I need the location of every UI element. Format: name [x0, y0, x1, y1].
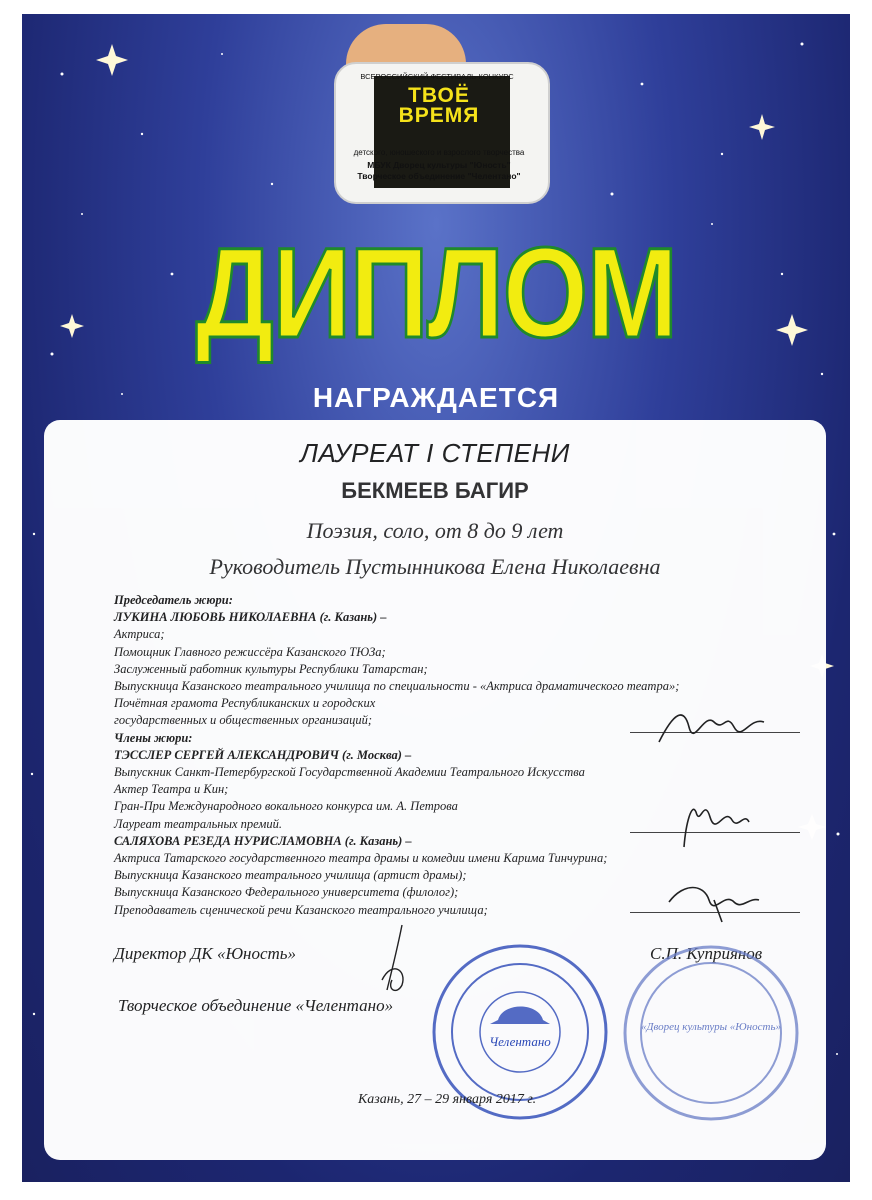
member1-line: Гран-При Международного вокального конкурса им. А. Петрова — [114, 799, 458, 814]
member1-name: ТЭССЛЕР СЕРГЕЙ АЛЕКСАНДРОВИЧ (г. Москва) – — [114, 747, 412, 762]
stamp-center-text: «Дворец культуры «Юность» — [641, 1021, 781, 1033]
place-date: Казань, 27 – 29 января 2017 г. — [358, 1092, 537, 1107]
association-name: Творческое объединение «Челентано» — [118, 996, 394, 1015]
content-panel — [44, 420, 826, 1160]
director-name: С.П. Куприянов — [650, 944, 763, 963]
logo-name — [364, 86, 514, 126]
leader: Руководитель Пустынникова Елена Николаевна — [209, 554, 661, 579]
hat-icon — [490, 1007, 550, 1025]
chair-signature — [654, 702, 774, 752]
category: Поэзия, соло, от 8 до 9 лет — [306, 518, 564, 543]
awarded-subtitle: НАГРАЖДАЕТСЯ — [312, 382, 560, 413]
member1-line: Выпускник Санкт-Петербургской Государственной Академии Театрального Искусства — [114, 765, 585, 780]
member2-line: Выпускница Казанского Федерального университета (филолог); — [114, 885, 459, 900]
festival-logo — [304, 24, 572, 209]
logo-top-text: ВСЕРОССИЙСКИЙ ФЕСТИВАЛЬ-КОНКУРС — [360, 72, 514, 81]
member2-line: Преподаватель сценической речи Казанского театрального училища; — [114, 902, 488, 917]
chair-line: Выпускница Казанского театрального училища по специальности - «Актриса драматического театра»; — [114, 679, 680, 694]
member2-line: Выпускница Казанского театрального училища (артист драмы); — [114, 868, 467, 883]
logo-organizer: МБУК Дворец культуры "Юность" — [367, 160, 511, 170]
member1-signature — [674, 792, 754, 852]
diploma-title: ДИПЛОМ — [195, 222, 677, 365]
member1-line: Лауреат театральных премий. — [114, 816, 282, 831]
chair-line: Почётная грамота Республиканских и городских — [114, 696, 376, 711]
stamp-center-text: Челентано — [489, 1034, 551, 1049]
members-heading: Члены жюри: — [114, 730, 193, 745]
palace-stamp — [620, 942, 802, 1124]
member2-signature — [664, 872, 764, 927]
logo-name-line2: ВРЕМЯ — [398, 104, 480, 127]
award-degree: ЛАУРЕАТ I СТЕПЕНИ — [300, 438, 570, 468]
logo-association: Творческое объединение "Челентано" — [357, 171, 521, 181]
chair-line: государственных и общественных организаций; — [114, 713, 373, 728]
chair-line: Актриса; — [114, 627, 165, 642]
member1-line: Актер Театра и Кин; — [114, 782, 229, 797]
logo-subtitle: детского, юношеского и взрослого творчества — [353, 148, 525, 157]
chair-line: Помощник Главного режиссёра Казанского ТЮЗа; — [114, 644, 386, 659]
chair-name: ЛУКИНА ЛЮБОВЬ НИКОЛАЕВНА (г. Казань) – — [114, 610, 387, 625]
director-title: Директор ДК «Юность» — [114, 944, 297, 963]
chair-heading: Председатель жюри: — [114, 593, 233, 607]
member2-name: САЛЯХОВА РЕЗЕДА НУРИСЛАМОВНА (г. Казань) – — [114, 833, 412, 848]
diploma-sheet — [22, 14, 850, 1182]
director-signature — [362, 920, 422, 1000]
recipient-name: БЕКМЕЕВ БАГИР — [341, 478, 529, 503]
jury-list — [114, 592, 814, 919]
logo-name-line1: ТВОЁ — [408, 84, 470, 107]
member2-line: Актриса Татарского государственного театра драмы и комедии имени Карима Тинчурина; — [114, 851, 608, 866]
chair-line: Заслуженный работник культуры Республики Татарстан; — [114, 661, 428, 676]
